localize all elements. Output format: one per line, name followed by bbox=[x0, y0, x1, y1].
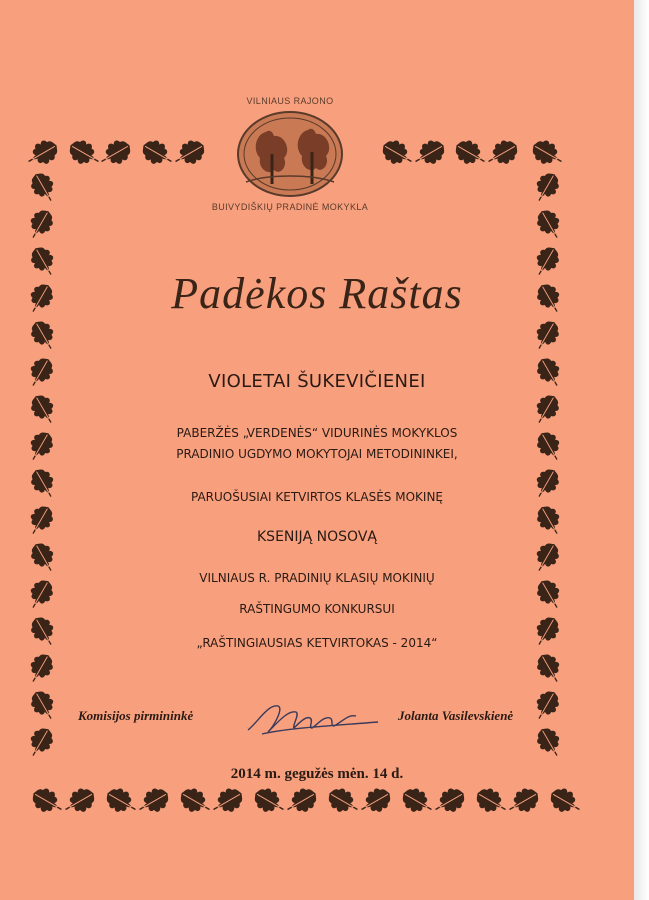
oak-leaf-icon bbox=[430, 784, 469, 820]
certificate-title: Padėkos Raštas bbox=[171, 269, 463, 318]
oak-leaf-icon bbox=[65, 136, 104, 172]
oak-leaf-icon bbox=[138, 136, 177, 172]
oak-leaf-icon bbox=[451, 136, 490, 172]
contest-line-1: VILNIAUS R. PRADINIŲ KLASIŲ MOKINIŲ bbox=[199, 571, 435, 585]
oak-leaf-icon bbox=[28, 784, 67, 820]
handwritten-signature bbox=[238, 692, 388, 742]
issue-date: 2014 m. gegužės mėn. 14 d. bbox=[230, 766, 404, 782]
oak-leaf-icon bbox=[530, 317, 564, 354]
oak-leaf-icon bbox=[530, 687, 564, 724]
signature-label: Komisijos pirmininkė bbox=[78, 708, 194, 723]
oak-leaf-icon bbox=[532, 206, 566, 243]
oak-leaf-icon bbox=[530, 169, 564, 206]
oak-leaf-icon bbox=[324, 784, 363, 820]
oak-leaf-icon bbox=[532, 650, 566, 687]
oak-leaf-icon bbox=[410, 136, 449, 172]
school-logo bbox=[208, 92, 372, 222]
position-line: PRADINIO UGDYMO MOKYTOJAI METODININKEI, bbox=[176, 447, 458, 461]
oak-leaf-icon bbox=[398, 784, 437, 820]
oak-leaf-icon bbox=[282, 784, 321, 820]
oak-leaf-icon bbox=[483, 136, 522, 172]
oak-leaf-icon bbox=[504, 784, 543, 820]
oak-leaf-icon bbox=[546, 784, 585, 820]
logo-top-text: VILNIAUS RAJONO bbox=[246, 96, 334, 106]
scan-margin bbox=[634, 0, 649, 900]
oak-leaf-icon bbox=[356, 784, 395, 820]
contest-line-2: RAŠTINGUMO KONKURSUI bbox=[239, 602, 395, 616]
oak-leaf-icon bbox=[24, 724, 58, 761]
oak-leaf-icon bbox=[170, 136, 209, 172]
oak-leaf-icon bbox=[102, 784, 141, 820]
recipient-name: VIOLETAI ŠUKEVIČIENEI bbox=[208, 371, 426, 392]
oak-leaf-icon bbox=[26, 391, 60, 428]
oak-leaf-icon bbox=[96, 136, 135, 172]
oak-leaf-icon bbox=[24, 206, 58, 243]
oak-leaf-icon bbox=[134, 784, 173, 820]
logo-bottom-text: BUIVYDIŠKIŲ PRADINĖ MOKYKLA bbox=[211, 202, 369, 212]
signatory-name: Jolanta Vasilevskienė bbox=[398, 708, 514, 723]
oak-leaf-icon bbox=[26, 169, 60, 206]
oak-leaf-icon bbox=[60, 784, 99, 820]
prepared-line: PARUOŠUSIAI KETVIRTOS KLASĖS MOKINĘ bbox=[191, 490, 443, 504]
oak-leaf-icon bbox=[378, 136, 417, 172]
oak-leaf-icon bbox=[176, 784, 215, 820]
oak-leaf-icon bbox=[532, 724, 566, 761]
student-name: KSENIJĄ NOSOVĄ bbox=[257, 529, 377, 545]
oak-leaf-icon bbox=[26, 317, 60, 354]
oak-leaf-icon bbox=[23, 136, 62, 172]
oak-leaf-icon bbox=[472, 784, 511, 820]
oak-leaf-icon bbox=[208, 784, 247, 820]
oak-leaf-icon bbox=[24, 650, 58, 687]
oak-leaf-icon bbox=[530, 391, 564, 428]
contest-name: „RAŠTINGIAUSIAS KETVIRTOKAS - 2014“ bbox=[196, 636, 438, 650]
school-line: PABERŽĖS „VERDENĖS“ VIDURINĖS MOKYKLOS bbox=[176, 426, 458, 440]
oak-leaf-icon bbox=[250, 784, 289, 820]
oak-leaf-icon bbox=[528, 136, 567, 172]
oak-leaf-icon bbox=[26, 687, 60, 724]
